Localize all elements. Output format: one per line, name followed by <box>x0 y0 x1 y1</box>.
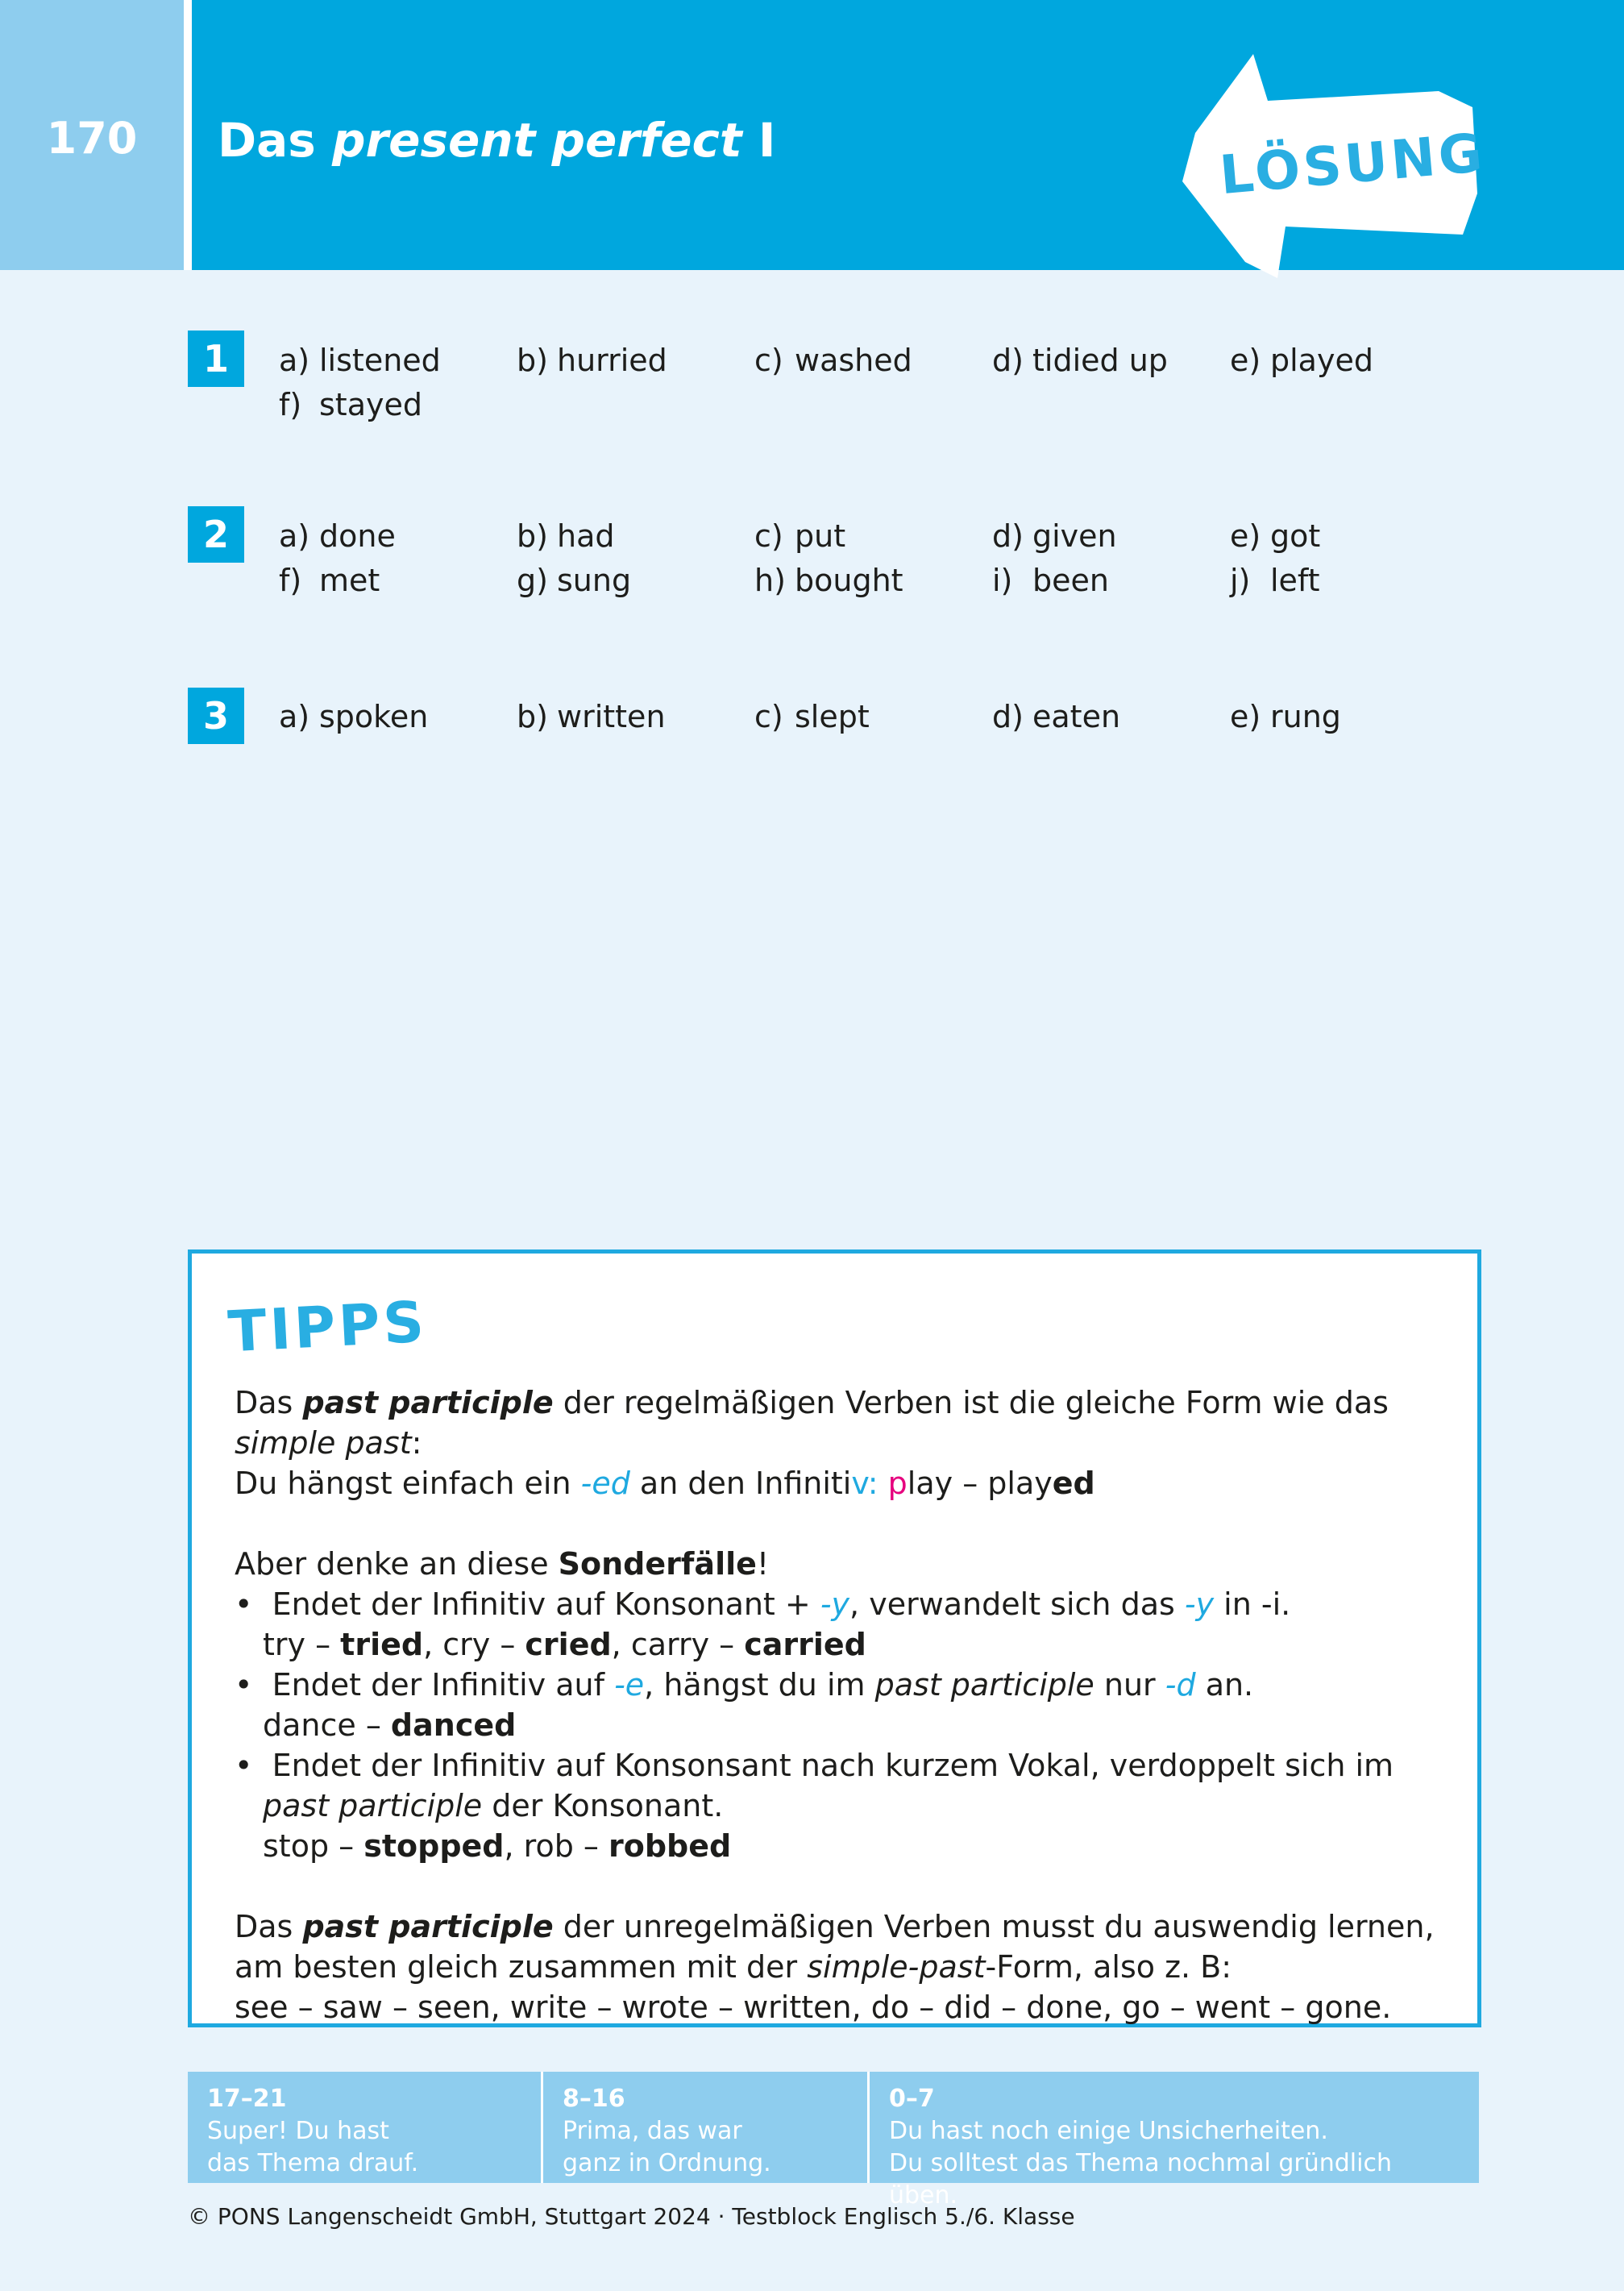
exercise-number: 3 <box>188 688 244 744</box>
tipp-bullet-y: • Endet der Infinitiv auf Konsonant + -y, verwandelt sich das -y in -i. try – tried, cry – cried, carry – carried <box>235 1586 1291 1662</box>
answer-item: i) been <box>992 563 1109 598</box>
tipp-bullet-e: • Endet der Infinitiv auf -e, hängst du im past participle nur -d an. dance – danced <box>235 1667 1254 1743</box>
answer-item: h) bought <box>754 563 903 598</box>
score-column: 8–16 Prima, das war ganz in Ordnung. <box>541 2072 867 2183</box>
answer-item: g) sung <box>517 563 632 598</box>
score-table <box>188 2072 1479 2210</box>
answer-item: b) hurried <box>517 343 667 378</box>
answer-item: b) had <box>517 518 615 554</box>
answer-item: e) rung <box>1230 699 1341 734</box>
tipp-special-cases-intro: Aber denke an diese Sonderfälle! <box>235 1546 770 1582</box>
score-column: 17–21 Super! Du hast das Thema drauf. <box>207 2085 419 2177</box>
answer-item: c) washed <box>754 343 912 378</box>
answer-item: a) spoken <box>279 699 429 734</box>
answer-item: a) listened <box>279 343 441 378</box>
answer-item: c) put <box>754 518 846 554</box>
answer-item: c) slept <box>754 699 870 734</box>
loesung-label: LÖSUNG <box>1217 121 1489 207</box>
answer-item: d) given <box>992 518 1117 554</box>
answer-item: f) met <box>279 563 380 598</box>
answer-item: e) played <box>1230 343 1373 378</box>
page-number: 170 <box>46 113 138 164</box>
tipp-bullet-double: • Endet der Infinitiv auf Konsonsant nach kurzem Vokal, verdoppelt sich im past participle der Konsonant. stop – stopped, rob – robbed <box>235 1748 1394 1864</box>
answer-item: a) done <box>279 518 396 554</box>
exercise-number: 2 <box>188 506 244 563</box>
exercise-number: 1 <box>188 331 244 387</box>
tipps-content <box>235 1382 1460 2027</box>
tipps-box <box>188 1249 1481 2027</box>
tipps-title: TIPPS <box>226 1288 429 1366</box>
score-column: 0–7 Du hast noch einige Unsicherheiten. Du solltest das Thema nochmal gründlich üben. <box>867 2072 1479 2183</box>
header-divider <box>184 0 192 270</box>
tipp-irregular-verbs: Das past participle der unregelmäßigen Verben musst du auswendig lernen, am besten gleich zusammen mit der simple-past-Form, also z. B: see – saw – seen, write – wrote – written, do – did – done, go – went – gone. <box>235 1909 1435 2025</box>
answer-item: d) tidied up <box>992 343 1168 378</box>
page-title: Das present perfect I <box>218 113 776 168</box>
tipp-regular-verbs: Das past participle der regelmäßigen Verben ist die gleiche Form wie das simple past: Du hängst einfach ein -ed an den Infinitiv: play – played <box>235 1385 1389 1501</box>
answer-item: e) got <box>1230 518 1321 554</box>
answer-item: b) written <box>517 699 666 734</box>
loesung-badge <box>1173 44 1511 278</box>
answer-item: j) left <box>1230 563 1320 598</box>
answer-item: f) stayed <box>279 387 422 422</box>
copyright-footer: © PONS Langenscheidt GmbH, Stuttgart 2024 · Testblock Englisch 5./6. Klasse <box>188 2203 1075 2230</box>
answer-item: d) eaten <box>992 699 1121 734</box>
